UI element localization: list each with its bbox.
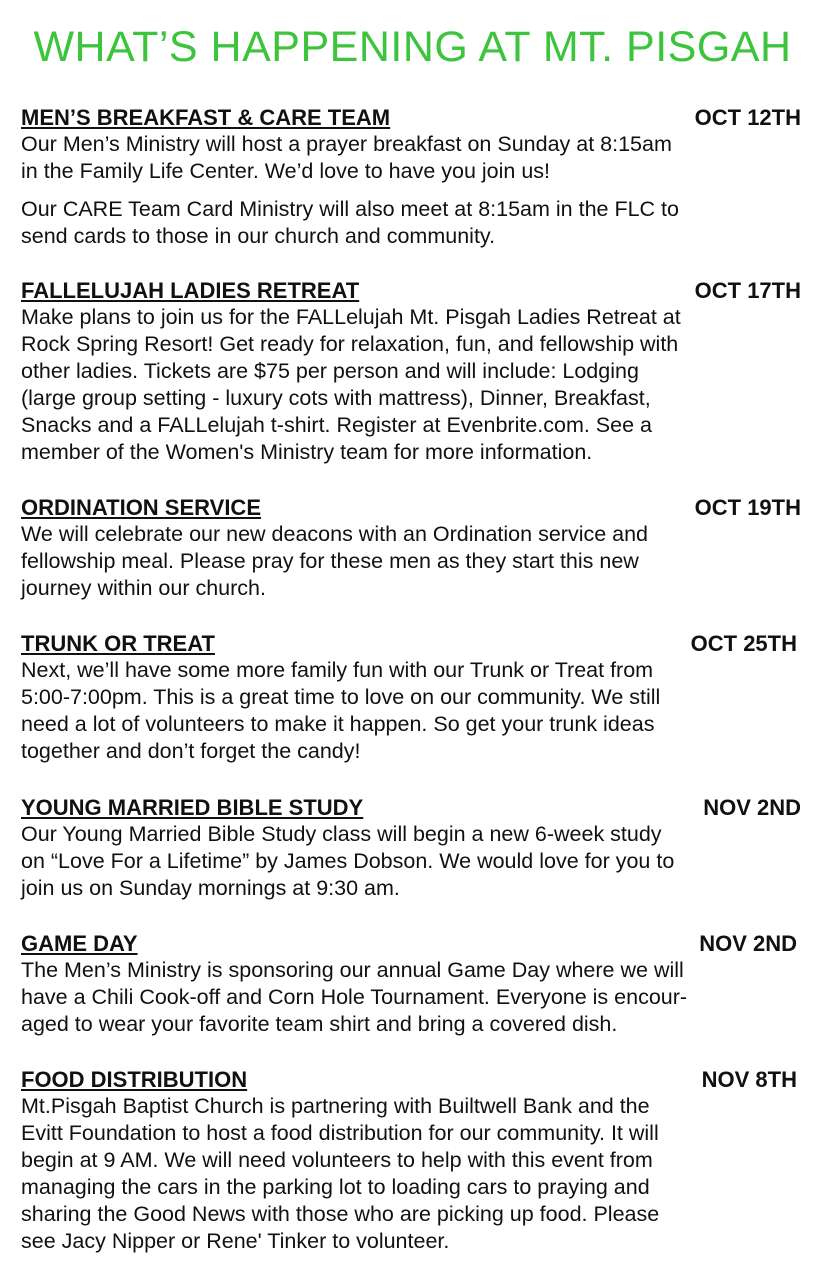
event-date: NOV 8TH [701,1067,797,1092]
event-date: OCT 17TH [694,278,801,303]
event-description [21,1093,803,1255]
description-line: join us on Sunday mornings at 9:30 am. [21,876,400,900]
event-header [21,104,803,131]
description-line: member of the Women's Ministry team for more information. [21,440,593,464]
description-line: The Men’s Ministry is sponsoring our annual Game Day where we will [21,958,684,982]
description-line: begin at 9 AM. We will need volunteers to help with this event from [21,1148,653,1172]
description-line: aged to wear your favorite team shirt and bring a covered dish. [21,1012,618,1036]
event-section-ladies-retreat [21,277,803,466]
event-title: FALLELUJAH LADIES RETREAT [21,278,360,303]
event-section-trunk-or-treat [21,630,803,765]
description-line: need a lot of volunteers to make it happen. So get your trunk ideas [21,712,655,736]
event-section-bible-study [21,794,803,902]
description-line: in the Family Life Center. We’d love to have you join us! [21,159,551,183]
event-section-mens-breakfast [21,104,803,250]
event-description [21,957,803,1038]
page-title: WHAT’S HAPPENING AT MT. PISGAH [33,23,792,71]
event-header [21,930,803,957]
event-section-game-day [21,930,803,1038]
event-title: ORDINATION SERVICE [21,495,261,520]
description-line: together and don’t forget the candy! [21,739,361,763]
event-header [21,630,803,657]
description-line: on “Love For a Lifetime” by James Dobson. We would love for you to [21,849,675,873]
description-line: send cards to those in our church and community. [21,224,496,248]
description-line: Next, we’ll have some more family fun with our Trunk or Treat from [21,658,654,682]
description-line: managing the cars in the parking lot to loading cars to praying and [21,1175,650,1199]
description-line: see Jacy Nipper or Rene' Tinker to volunteer. [21,1229,450,1253]
description-line: We will celebrate our new deacons with an Ordination service and [21,522,649,546]
event-title: FOOD DISTRIBUTION [21,1067,248,1092]
event-description [21,304,803,466]
event-description [21,657,803,765]
event-header [21,494,803,521]
event-section-food-distribution [21,1066,803,1255]
event-title: TRUNK OR TREAT [21,631,215,656]
description-line: 5:00-7:00pm. This is a great time to love on our community. We still [21,685,661,709]
event-title: YOUNG MARRIED BIBLE STUDY [21,795,364,820]
event-header [21,277,803,304]
description-line: sharing the Good News with those who are picking up food. Please [21,1202,660,1226]
event-date: NOV 2ND [699,931,797,956]
event-description [21,131,803,185]
description-line: Snacks and a FALLelujah t-shirt. Register at Evenbrite.com. See a [21,413,652,437]
description-line: fellowship meal. Please pray for these men as they start this new [21,549,639,573]
description-line: Mt.Pisgah Baptist Church is partnering with Builtwell Bank and the [21,1094,650,1118]
description-line: Our CARE Team Card Ministry will also meet at 8:15am in the FLC to [21,197,679,221]
description-line: Our Men’s Ministry will host a prayer breakfast on Sunday at 8:15am [21,132,672,156]
description-line: Evitt Foundation to host a food distribution for our community. It will [21,1121,659,1145]
event-date: OCT 12TH [694,105,801,130]
event-description [21,196,803,250]
description-line: Rock Spring Resort! Get ready for relaxation, fun, and fellowship with [21,332,679,356]
event-title: MEN’S BREAKFAST & CARE TEAM [21,105,391,130]
event-date: OCT 19TH [694,495,801,520]
event-date: OCT 25TH [690,631,797,656]
event-date: NOV 2ND [703,795,801,820]
event-section-ordination [21,494,803,602]
description-line: have a Chili Cook-off and Corn Hole Tournament. Everyone is encour- [21,985,688,1009]
event-title: GAME DAY [21,931,138,956]
description-line: Our Young Married Bible Study class will begin a new 6-week study [21,822,662,846]
description-line: other ladies. Tickets are $75 per person and will include: Lodging [21,359,639,383]
event-description [21,821,803,902]
event-description [21,521,803,602]
description-line: journey within our church. [21,576,266,600]
description-line: Make plans to join us for the FALLelujah Mt. Pisgah Ladies Retreat at [21,305,681,329]
event-header [21,794,803,821]
event-header [21,1066,803,1093]
description-line: (large group setting - luxury cots with mattress), Dinner, Breakfast, [21,386,651,410]
